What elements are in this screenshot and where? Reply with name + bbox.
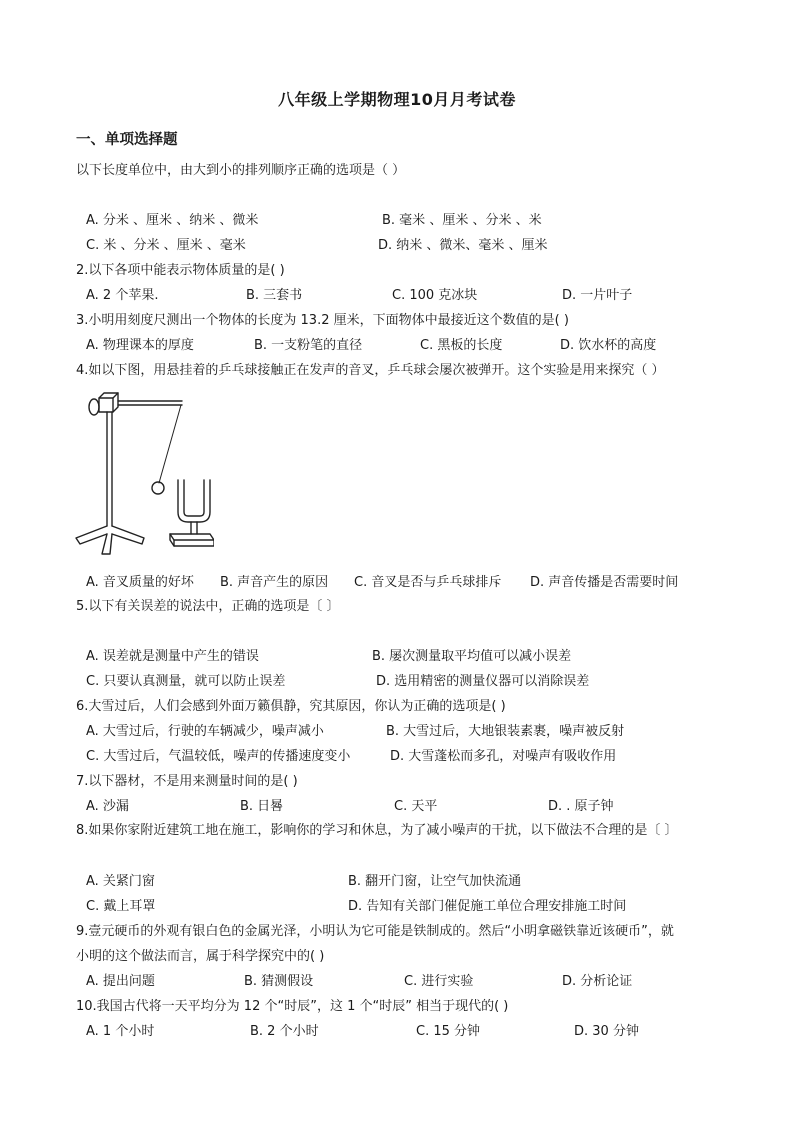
question-6-option-c[interactable]: C. 大雪过后，气温较低，噪声的传播速度变小 [86, 749, 351, 764]
section-heading: 一、单项选择题 [76, 132, 178, 148]
question-10-option-c[interactable]: C. 15 分钟 [416, 1024, 481, 1039]
question-4-option-d[interactable]: D. 声音传播是否需要时间 [530, 575, 679, 590]
question-8-option-a[interactable]: A. 关紧门窗 [86, 874, 155, 889]
question-8-option-c[interactable]: C. 戴上耳罩 [86, 899, 156, 914]
question-7-option-d[interactable]: D. . 原子钟 [548, 799, 614, 814]
question-2-option-a[interactable]: A. 2 个苹果. [86, 288, 159, 303]
question-6-stem: 6.大雪过后，人们会感到外面万籁俱静，究其原因，你认为正确的选项是( ) [76, 699, 506, 714]
question-2-option-c[interactable]: C. 100 克冰块 [392, 288, 478, 303]
tuning-fork-pendulum-figure [74, 388, 214, 560]
page-title: 八年级上学期物理10月月考试卷 [278, 90, 516, 109]
question-4-option-c[interactable]: C. 音叉是否与乒乓球排斥 [354, 575, 502, 590]
question-9-option-c[interactable]: C. 进行实验 [404, 974, 474, 989]
question-3-option-d[interactable]: D. 饮水杯的高度 [560, 338, 657, 353]
question-3-option-c[interactable]: C. 黑板的长度 [420, 338, 503, 353]
question-4-stem: 4.如以下图，用悬挂着的乒乓球接触正在发声的音叉，乒乓球会屡次被弹开。这个实验是用来探究（ ） [76, 363, 665, 378]
question-5-stem: 5.以下有关误差的说法中，正确的选项是〔 〕 [76, 599, 340, 614]
question-5-option-d[interactable]: D. 选用精密的测量仪器可以消除误差 [376, 674, 590, 689]
question-10-option-a[interactable]: A. 1 个小时 [86, 1024, 155, 1039]
question-1-option-d[interactable]: D. 纳米 、微米、毫米 、厘米 [378, 238, 548, 253]
question-8-option-b[interactable]: B. 翻开门窗，让空气加快流通 [348, 874, 522, 889]
question-10-option-b[interactable]: B. 2 个小时 [250, 1024, 319, 1039]
question-7-option-c[interactable]: C. 天平 [394, 799, 438, 814]
question-6-option-a[interactable]: A. 大雪过后，行驶的车辆减少，噪声减小 [86, 724, 324, 739]
question-10-stem: 10.我国古代将一天平均分为 12 个“时辰”，这 1 个“时辰” 相当于现代的( ) [76, 999, 509, 1014]
question-9-option-a[interactable]: A. 提出问题 [86, 974, 155, 989]
question-5-option-a[interactable]: A. 误差就是测量中产生的错误 [86, 649, 259, 664]
question-7-stem: 7.以下器材，不是用来测量时间的是( ) [76, 774, 298, 789]
question-2-stem: 2.以下各项中能表示物体质量的是( ) [76, 263, 285, 278]
question-8-stem: 8.如果你家附近建筑工地在施工，影响你的学习和休息，为了减小噪声的干扰，以下做法不合理的是〔 〕 [76, 823, 678, 838]
question-5-option-b[interactable]: B. 屡次测量取平均值可以减小误差 [372, 649, 572, 664]
question-1-option-b[interactable]: B. 毫米 、厘米 、分米 、米 [382, 213, 542, 228]
question-1-option-c[interactable]: C. 米 、分米 、厘米 、毫米 [86, 238, 246, 253]
question-9-option-b[interactable]: B. 猜测假设 [244, 974, 314, 989]
question-4-option-b[interactable]: B. 声音产生的原因 [220, 575, 329, 590]
question-1-option-a[interactable]: A. 分米 、厘米 、纳米 、微米 [86, 213, 259, 228]
question-3-option-b[interactable]: B. 一支粉笔的直径 [254, 338, 363, 353]
question-4-option-a[interactable]: A. 音叉质量的好坏 [86, 575, 194, 590]
question-9-stem-continued: 小明的这个做法而言，属于科学探究中的( ) [76, 949, 325, 964]
question-6-option-d[interactable]: D. 大雪蓬松而多孔，对噪声有吸收作用 [390, 749, 617, 764]
question-7-option-b[interactable]: B. 日晷 [240, 799, 284, 814]
question-5-option-c[interactable]: C. 只要认真测量，就可以防止误差 [86, 674, 286, 689]
question-2-option-d[interactable]: D. 一片叶子 [562, 288, 633, 303]
question-3-option-a[interactable]: A. 物理课本的厚度 [86, 338, 194, 353]
question-9-stem: 9.壹元硬币的外观有银白色的金属光泽，小明认为它可能是铁制成的。然后“小明拿磁铁靠近该硬币”，就 [76, 924, 674, 939]
question-6-option-b[interactable]: B. 大雪过后，大地银装素裹，噪声被反射 [386, 724, 625, 739]
question-10-option-d[interactable]: D. 30 分钟 [574, 1024, 639, 1039]
question-7-option-a[interactable]: A. 沙漏 [86, 799, 129, 814]
question-2-option-b[interactable]: B. 三套书 [246, 288, 303, 303]
question-9-option-d[interactable]: D. 分析论证 [562, 974, 633, 989]
question-8-option-d[interactable]: D. 告知有关部门催促施工单位合理安排施工时间 [348, 899, 627, 914]
question-3-stem: 3.小明用刻度尺测出一个物体的长度为 13.2 厘米，下面物体中最接近这个数值的是( ) [76, 313, 569, 328]
question-1-stem: 以下长度单位中，由大到小的排列顺序正确的选项是（ ） [76, 163, 406, 178]
